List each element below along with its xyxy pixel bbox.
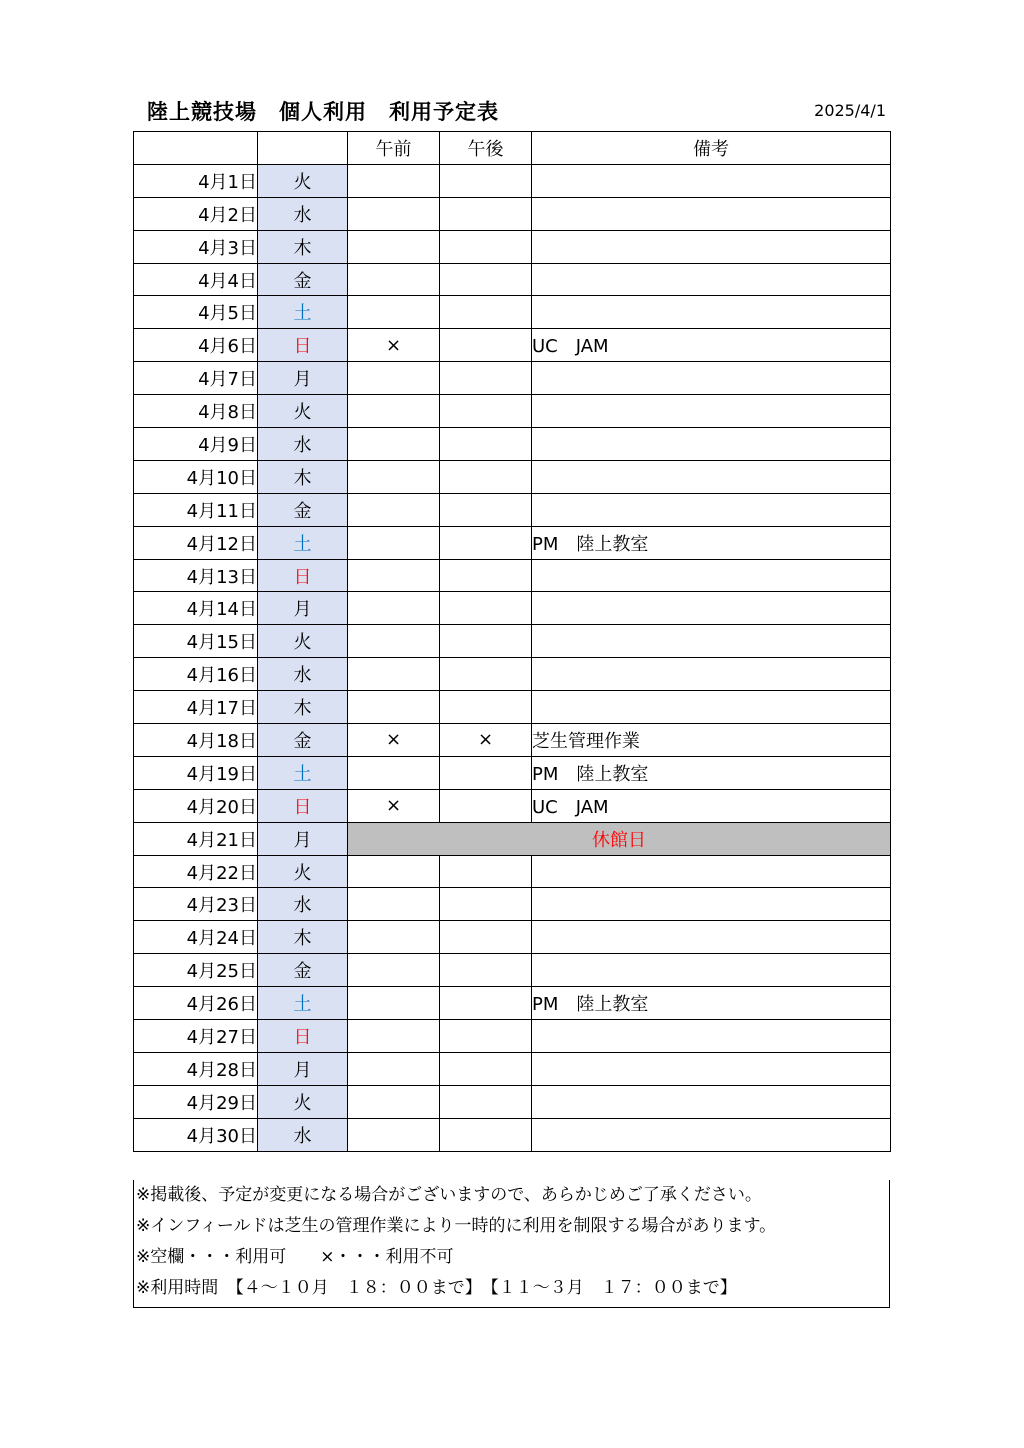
morning-cell: ×: [348, 724, 440, 757]
morning-cell: [348, 493, 440, 526]
weekday-cell: 月: [258, 592, 348, 625]
remarks-cell: [532, 296, 891, 329]
table-row: [134, 493, 891, 526]
morning-cell: [348, 460, 440, 493]
date-cell: 4月27日: [134, 1020, 258, 1053]
afternoon-cell: [440, 362, 532, 395]
weekday-cell: 月: [258, 1052, 348, 1085]
weekday-cell: 木: [258, 230, 348, 263]
remarks-cell: [532, 460, 891, 493]
remarks-cell: [532, 263, 891, 296]
morning-cell: [348, 855, 440, 888]
weekday-cell: 金: [258, 263, 348, 296]
weekday-cell: 火: [258, 395, 348, 428]
morning-cell: [348, 987, 440, 1020]
date-cell: 4月12日: [134, 526, 258, 559]
morning-cell: [348, 658, 440, 691]
closed-day-cell: 休館日: [348, 822, 891, 855]
table-row: [134, 625, 891, 658]
date-cell: 4月14日: [134, 592, 258, 625]
morning-cell: [348, 954, 440, 987]
remarks-cell: [532, 921, 891, 954]
table-row: [134, 263, 891, 296]
afternoon-cell: [440, 954, 532, 987]
weekday-cell: 水: [258, 1118, 348, 1151]
afternoon-cell: [440, 789, 532, 822]
date-cell: 4月9日: [134, 428, 258, 461]
morning-cell: [348, 1118, 440, 1151]
date-cell: 4月26日: [134, 987, 258, 1020]
weekday-cell: 日: [258, 1020, 348, 1053]
date-cell: 4月6日: [134, 329, 258, 362]
table-row: [134, 987, 891, 1020]
morning-cell: [348, 921, 440, 954]
header-morning: 午前: [348, 132, 440, 165]
afternoon-cell: [440, 1020, 532, 1053]
date-cell: 4月15日: [134, 625, 258, 658]
afternoon-cell: [440, 658, 532, 691]
weekday-cell: 木: [258, 460, 348, 493]
remarks-cell: [532, 493, 891, 526]
morning-cell: ×: [348, 789, 440, 822]
afternoon-cell: [440, 888, 532, 921]
notes-box: [133, 1180, 890, 1308]
remarks-cell: [532, 362, 891, 395]
weekday-cell: 火: [258, 855, 348, 888]
afternoon-cell: ×: [440, 724, 532, 757]
table-row: [134, 1020, 891, 1053]
morning-cell: [348, 625, 440, 658]
afternoon-cell: [440, 296, 532, 329]
date-cell: 4月1日: [134, 164, 258, 197]
afternoon-cell: [440, 230, 532, 263]
morning-cell: [348, 395, 440, 428]
afternoon-cell: [440, 756, 532, 789]
note-line: ※インフィールドは芝生の管理作業により一時的に利用を制限する場合があります。: [136, 1216, 777, 1236]
weekday-cell: 水: [258, 658, 348, 691]
remarks-cell: PM 陸上教室: [532, 526, 891, 559]
date-cell: 4月10日: [134, 460, 258, 493]
remarks-cell: PM 陸上教室: [532, 987, 891, 1020]
remarks-cell: [532, 625, 891, 658]
remarks-cell: UC JAM: [532, 789, 891, 822]
schedule-table: [133, 131, 891, 1152]
date-cell: 4月3日: [134, 230, 258, 263]
date-cell: 4月2日: [134, 197, 258, 230]
remarks-cell: [532, 1052, 891, 1085]
remarks-cell: [532, 855, 891, 888]
morning-cell: [348, 164, 440, 197]
afternoon-cell: [440, 559, 532, 592]
date-cell: 4月5日: [134, 296, 258, 329]
date-cell: 4月25日: [134, 954, 258, 987]
afternoon-cell: [440, 1118, 532, 1151]
note-line: ※掲載後、予定が変更になる場合がございますので、あらかじめご了承ください。: [136, 1185, 762, 1205]
afternoon-cell: [440, 526, 532, 559]
morning-cell: [348, 691, 440, 724]
table-row: [134, 1118, 891, 1151]
table-row: [134, 954, 891, 987]
remarks-cell: [532, 888, 891, 921]
afternoon-cell: [440, 1085, 532, 1118]
table-row: [134, 1085, 891, 1118]
date-cell: 4月18日: [134, 724, 258, 757]
date-cell: 4月19日: [134, 756, 258, 789]
issue-date: 2025/4/1: [814, 101, 886, 120]
morning-cell: [348, 559, 440, 592]
morning-cell: [348, 888, 440, 921]
table-row: [134, 691, 891, 724]
weekday-cell: 木: [258, 691, 348, 724]
table-row: [134, 460, 891, 493]
header-row: [134, 132, 891, 165]
date-cell: 4月22日: [134, 855, 258, 888]
weekday-cell: 木: [258, 921, 348, 954]
weekday-cell: 日: [258, 789, 348, 822]
date-cell: 4月20日: [134, 789, 258, 822]
remarks-cell: [532, 164, 891, 197]
table-row: [134, 329, 891, 362]
weekday-cell: 土: [258, 987, 348, 1020]
table-row: [134, 362, 891, 395]
table-row: [134, 822, 891, 855]
morning-cell: [348, 1020, 440, 1053]
weekday-cell: 土: [258, 296, 348, 329]
table-row: [134, 724, 891, 757]
table-row: [134, 296, 891, 329]
remarks-cell: [532, 559, 891, 592]
afternoon-cell: [440, 197, 532, 230]
date-cell: 4月17日: [134, 691, 258, 724]
table-row: [134, 559, 891, 592]
remarks-cell: [532, 1085, 891, 1118]
date-cell: 4月13日: [134, 559, 258, 592]
table-row: [134, 197, 891, 230]
weekday-cell: 水: [258, 428, 348, 461]
date-cell: 4月7日: [134, 362, 258, 395]
morning-cell: [348, 592, 440, 625]
note-line: ※利用時間 【４～１０月 １８：００まで】 【１１～３月 １７：００まで】: [136, 1278, 737, 1298]
header-weekday: [258, 132, 348, 165]
morning-cell: [348, 263, 440, 296]
date-cell: 4月11日: [134, 493, 258, 526]
remarks-cell: UC JAM: [532, 329, 891, 362]
morning-cell: [348, 1085, 440, 1118]
afternoon-cell: [440, 1052, 532, 1085]
remarks-cell: [532, 691, 891, 724]
remarks-cell: [532, 954, 891, 987]
date-cell: 4月29日: [134, 1085, 258, 1118]
remarks-cell: [532, 592, 891, 625]
weekday-cell: 月: [258, 822, 348, 855]
table-row: [134, 428, 891, 461]
morning-cell: [348, 1052, 440, 1085]
afternoon-cell: [440, 164, 532, 197]
header-remarks: 備考: [532, 132, 891, 165]
date-cell: 4月24日: [134, 921, 258, 954]
date-cell: 4月4日: [134, 263, 258, 296]
date-cell: 4月30日: [134, 1118, 258, 1151]
afternoon-cell: [440, 460, 532, 493]
table-row: [134, 230, 891, 263]
remarks-cell: [532, 230, 891, 263]
weekday-cell: 金: [258, 493, 348, 526]
table-row: [134, 658, 891, 691]
table-row: [134, 592, 891, 625]
afternoon-cell: [440, 691, 532, 724]
weekday-cell: 日: [258, 329, 348, 362]
date-cell: 4月23日: [134, 888, 258, 921]
table-row: [134, 1052, 891, 1085]
afternoon-cell: [440, 395, 532, 428]
afternoon-cell: [440, 428, 532, 461]
table-row: [134, 395, 891, 428]
date-cell: 4月28日: [134, 1052, 258, 1085]
table-row: [134, 526, 891, 559]
table-row: [134, 921, 891, 954]
weekday-cell: 水: [258, 888, 348, 921]
morning-cell: [348, 428, 440, 461]
morning-cell: [348, 197, 440, 230]
remarks-cell: [532, 658, 891, 691]
weekday-cell: 火: [258, 164, 348, 197]
remarks-cell: [532, 1020, 891, 1053]
remarks-cell: [532, 1118, 891, 1151]
date-cell: 4月8日: [134, 395, 258, 428]
page-title: 陸上競技場 個人利用 利用予定表: [147, 100, 499, 124]
afternoon-cell: [440, 855, 532, 888]
weekday-cell: 日: [258, 559, 348, 592]
weekday-cell: 月: [258, 362, 348, 395]
afternoon-cell: [440, 329, 532, 362]
morning-cell: ×: [348, 329, 440, 362]
weekday-cell: 金: [258, 724, 348, 757]
morning-cell: [348, 296, 440, 329]
afternoon-cell: [440, 493, 532, 526]
afternoon-cell: [440, 592, 532, 625]
afternoon-cell: [440, 987, 532, 1020]
afternoon-cell: [440, 263, 532, 296]
weekday-cell: 土: [258, 756, 348, 789]
weekday-cell: 金: [258, 954, 348, 987]
remarks-cell: [532, 428, 891, 461]
morning-cell: [348, 756, 440, 789]
date-cell: 4月16日: [134, 658, 258, 691]
table-row: [134, 756, 891, 789]
note-line: ※空欄・・・利用可 ×・・・利用不可: [136, 1247, 454, 1267]
afternoon-cell: [440, 921, 532, 954]
table-row: [134, 789, 891, 822]
remarks-cell: PM 陸上教室: [532, 756, 891, 789]
header-afternoon: 午後: [440, 132, 532, 165]
remarks-cell: 芝生管理作業: [532, 724, 891, 757]
weekday-cell: 土: [258, 526, 348, 559]
table-row: [134, 855, 891, 888]
table-row: [134, 164, 891, 197]
afternoon-cell: [440, 625, 532, 658]
remarks-cell: [532, 197, 891, 230]
morning-cell: [348, 230, 440, 263]
weekday-cell: 水: [258, 197, 348, 230]
remarks-cell: [532, 395, 891, 428]
morning-cell: [348, 526, 440, 559]
weekday-cell: 火: [258, 1085, 348, 1118]
weekday-cell: 火: [258, 625, 348, 658]
table-row: [134, 888, 891, 921]
morning-cell: [348, 362, 440, 395]
date-cell: 4月21日: [134, 822, 258, 855]
header-date: [134, 132, 258, 165]
